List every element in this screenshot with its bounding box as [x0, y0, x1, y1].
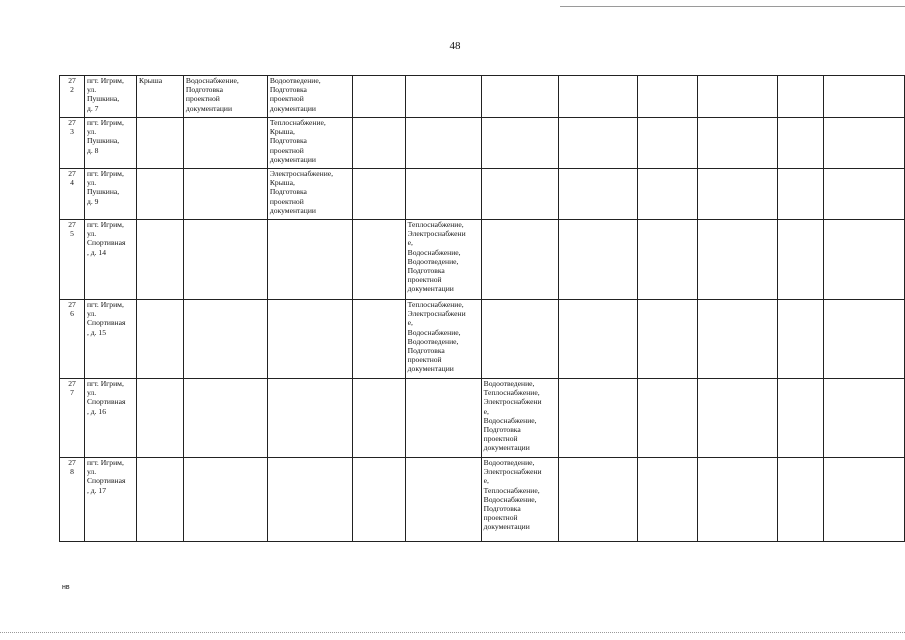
address-cell: [84, 300, 136, 379]
works-cell: [136, 458, 183, 542]
cell-text-line: проектной: [483, 434, 518, 444]
cell-text-line: Пушкина,: [86, 187, 120, 197]
scan-artifact-bottom: [0, 632, 905, 633]
cell-text-line: проектной: [269, 196, 304, 206]
works-cell: [638, 220, 698, 300]
cell-text-line: пгт. Игрим,: [86, 379, 124, 388]
table-row: [60, 379, 905, 458]
works-cell: [183, 118, 267, 169]
cell-text-line: Спортивная: [86, 476, 126, 486]
cell-text-line: Крыша: [138, 76, 163, 85]
page-number: 48: [449, 40, 461, 52]
works-cell: [352, 169, 405, 220]
works-cell: [183, 379, 267, 458]
address-cell: [84, 379, 136, 458]
works-cell: [136, 76, 183, 118]
cell-text-line: ул.: [86, 229, 97, 239]
works-cell: [352, 458, 405, 542]
cell-text-line: Электроснабжени: [407, 309, 466, 319]
works-cell: [405, 118, 481, 169]
works-cell: [481, 300, 558, 379]
cell-text-line: Крыша,: [269, 178, 295, 188]
table-row: [60, 169, 905, 220]
cell-text-line: 27: [68, 76, 76, 85]
works-cell: [778, 458, 824, 542]
cell-text-line: пгт. Игрим,: [86, 118, 124, 127]
repair-schedule-table: [59, 75, 905, 542]
cell-text-line: ул.: [86, 309, 97, 319]
works-cell: [698, 220, 778, 300]
works-cell: [352, 76, 405, 118]
works-cell: [405, 169, 481, 220]
address-cell: [84, 76, 136, 118]
cell-text-line: пгт. Игрим,: [86, 169, 124, 178]
cell-text-line: Водоотведение,: [269, 76, 321, 85]
works-cell: [267, 458, 352, 542]
cell-text-line: пгт. Игрим,: [86, 300, 124, 309]
works-cell: [824, 76, 905, 118]
cell-text-line: документации: [483, 443, 530, 453]
cell-text-line: Водоотведение,: [407, 256, 459, 266]
address-cell: [84, 220, 136, 300]
works-cell: [136, 379, 183, 458]
works-cell: [558, 458, 638, 542]
row-number-cell: [60, 300, 85, 379]
cell-text-line: ул.: [86, 127, 97, 137]
cell-text-line: 4: [70, 178, 74, 188]
cell-text-line: д. 7: [86, 103, 99, 113]
works-cell: [824, 169, 905, 220]
cell-text-line: Водоснабжение,: [483, 494, 537, 504]
cell-text-line: Теплоснабжение,: [407, 220, 464, 229]
works-cell: [824, 379, 905, 458]
cell-text-line: 3: [70, 127, 74, 137]
cell-text-line: Подготовка: [483, 504, 521, 514]
table-row: [60, 458, 905, 542]
works-cell: [183, 76, 267, 118]
works-cell: [352, 118, 405, 169]
cell-text-line: Подготовка: [269, 187, 307, 197]
cell-text-line: Водоснабжение,: [185, 76, 239, 85]
works-cell: [778, 169, 824, 220]
works-cell: [778, 118, 824, 169]
cell-text-line: документации: [483, 522, 530, 532]
cell-text-line: Пушкина,: [86, 94, 120, 104]
cell-text-line: пгт. Игрим,: [86, 220, 124, 229]
works-cell: [778, 379, 824, 458]
cell-text-line: документации: [269, 205, 316, 215]
works-cell: [405, 379, 481, 458]
works-cell: [558, 118, 638, 169]
cell-text-line: ул.: [86, 85, 97, 95]
cell-text-line: 27: [68, 220, 76, 229]
works-cell: [638, 118, 698, 169]
row-number-cell: [60, 118, 85, 169]
works-cell: [352, 300, 405, 379]
works-cell: [698, 169, 778, 220]
row-number-cell: [60, 220, 85, 300]
scan-artifact-top: [560, 6, 905, 7]
works-cell: [183, 458, 267, 542]
cell-text-line: документации: [269, 103, 316, 113]
cell-text-line: 7: [70, 388, 74, 398]
cell-text-line: Водоотведение,: [483, 379, 535, 388]
cell-text-line: е,: [483, 476, 489, 486]
cell-text-line: проектной: [407, 355, 442, 365]
works-cell: [638, 458, 698, 542]
works-cell: [698, 76, 778, 118]
row-number-cell: [60, 169, 85, 220]
works-cell: [778, 220, 824, 300]
cell-text-line: Водоотведение,: [407, 336, 459, 346]
cell-text-line: Пушкина,: [86, 136, 120, 146]
works-cell: [481, 76, 558, 118]
cell-text-line: 8: [70, 467, 74, 477]
cell-text-line: , д. 14: [86, 247, 107, 257]
row-number-cell: [60, 76, 85, 118]
works-cell: [136, 118, 183, 169]
works-cell: [183, 300, 267, 379]
cell-text-line: е,: [407, 238, 413, 248]
works-cell: [698, 379, 778, 458]
works-cell: [558, 169, 638, 220]
works-cell: [638, 76, 698, 118]
works-cell: [405, 76, 481, 118]
cell-text-line: Спортивная: [86, 238, 126, 248]
works-cell: [405, 220, 481, 300]
cell-text-line: 27: [68, 458, 76, 467]
works-cell: [824, 458, 905, 542]
cell-text-line: Крыша,: [269, 127, 295, 137]
cell-text-line: Теплоснабжение,: [483, 485, 540, 495]
cell-text-line: Подготовка: [483, 425, 521, 435]
cell-text-line: 6: [70, 309, 74, 319]
cell-text-line: проектной: [185, 94, 220, 104]
cell-text-line: д. 9: [86, 196, 99, 206]
address-cell: [84, 169, 136, 220]
works-cell: [267, 220, 352, 300]
works-cell: [778, 76, 824, 118]
cell-text-line: 27: [68, 169, 76, 178]
works-cell: [405, 300, 481, 379]
cell-text-line: Подготовка: [269, 136, 307, 146]
works-cell: [352, 220, 405, 300]
works-cell: [698, 300, 778, 379]
cell-text-line: Теплоснабжение,: [483, 388, 540, 398]
cell-text-line: е,: [407, 318, 413, 328]
cell-text-line: Водоснабжение,: [407, 247, 461, 257]
works-cell: [481, 169, 558, 220]
works-cell: [481, 118, 558, 169]
row-number-cell: [60, 379, 85, 458]
cell-text-line: ул.: [86, 178, 97, 188]
table-row: [60, 300, 905, 379]
works-cell: [352, 379, 405, 458]
cell-text-line: Водоотведение,: [483, 458, 535, 467]
cell-text-line: ул.: [86, 467, 97, 477]
cell-text-line: документации: [269, 154, 316, 164]
cell-text-line: д. 8: [86, 145, 99, 155]
works-cell: [638, 379, 698, 458]
works-cell: [558, 76, 638, 118]
cell-text-line: 27: [68, 118, 76, 127]
table-body: [60, 76, 905, 542]
works-cell: [638, 300, 698, 379]
works-cell: [183, 220, 267, 300]
cell-text-line: Подготовка: [407, 266, 445, 276]
works-cell: [824, 220, 905, 300]
cell-text-line: , д. 16: [86, 406, 107, 416]
works-cell: [136, 220, 183, 300]
cell-text-line: Теплоснабжение,: [407, 300, 464, 309]
works-cell: [558, 300, 638, 379]
works-cell: [558, 379, 638, 458]
works-cell: [778, 300, 824, 379]
cell-text-line: Электроснабжение,: [269, 169, 334, 178]
cell-text-line: Спортивная: [86, 397, 126, 407]
cell-text-line: Электроснабжени: [407, 229, 466, 239]
works-cell: [481, 458, 558, 542]
cell-text-line: , д. 15: [86, 327, 107, 337]
works-cell: [824, 300, 905, 379]
works-cell: [638, 169, 698, 220]
works-cell: [267, 76, 352, 118]
cell-text-line: Подготовка: [407, 346, 445, 356]
works-cell: [698, 118, 778, 169]
cell-text-line: Электроснабжени: [483, 397, 542, 407]
works-cell: [183, 169, 267, 220]
works-cell: [136, 300, 183, 379]
cell-text-line: пгт. Игрим,: [86, 458, 124, 467]
works-cell: [267, 169, 352, 220]
cell-text-line: Теплоснабжение,: [269, 118, 326, 127]
cell-text-line: Водоснабжение,: [483, 415, 537, 425]
cell-text-line: проектной: [269, 94, 304, 104]
footer-mark: нв: [62, 584, 70, 591]
cell-text-line: Подготовка: [185, 85, 223, 95]
cell-text-line: Спортивная: [86, 318, 126, 328]
cell-text-line: Подготовка: [269, 85, 307, 95]
address-cell: [84, 118, 136, 169]
cell-text-line: , д. 17: [86, 485, 107, 495]
cell-text-line: документации: [407, 364, 454, 374]
works-cell: [481, 220, 558, 300]
works-cell: [481, 379, 558, 458]
address-cell: [84, 458, 136, 542]
table-row: [60, 118, 905, 169]
cell-text-line: 27: [68, 300, 76, 309]
works-cell: [405, 458, 481, 542]
works-cell: [824, 118, 905, 169]
cell-text-line: Электроснабжени: [483, 467, 542, 477]
cell-text-line: 27: [68, 379, 76, 388]
cell-text-line: 2: [70, 85, 74, 95]
cell-text-line: 5: [70, 229, 74, 239]
cell-text-line: проектной: [269, 145, 304, 155]
cell-text-line: проектной: [407, 275, 442, 285]
cell-text-line: проектной: [483, 513, 518, 523]
row-number-cell: [60, 458, 85, 542]
cell-text-line: документации: [185, 103, 233, 113]
cell-text-line: документации: [407, 284, 454, 294]
works-cell: [558, 220, 638, 300]
works-cell: [267, 379, 352, 458]
table-row: [60, 76, 905, 118]
table-row: [60, 220, 905, 300]
cell-text-line: Водоснабжение,: [407, 327, 461, 337]
works-cell: [267, 118, 352, 169]
works-cell: [267, 300, 352, 379]
cell-text-line: е,: [483, 406, 489, 416]
cell-text-line: пгт. Игрим,: [86, 76, 124, 85]
works-cell: [136, 169, 183, 220]
cell-text-line: ул.: [86, 388, 97, 398]
works-cell: [698, 458, 778, 542]
